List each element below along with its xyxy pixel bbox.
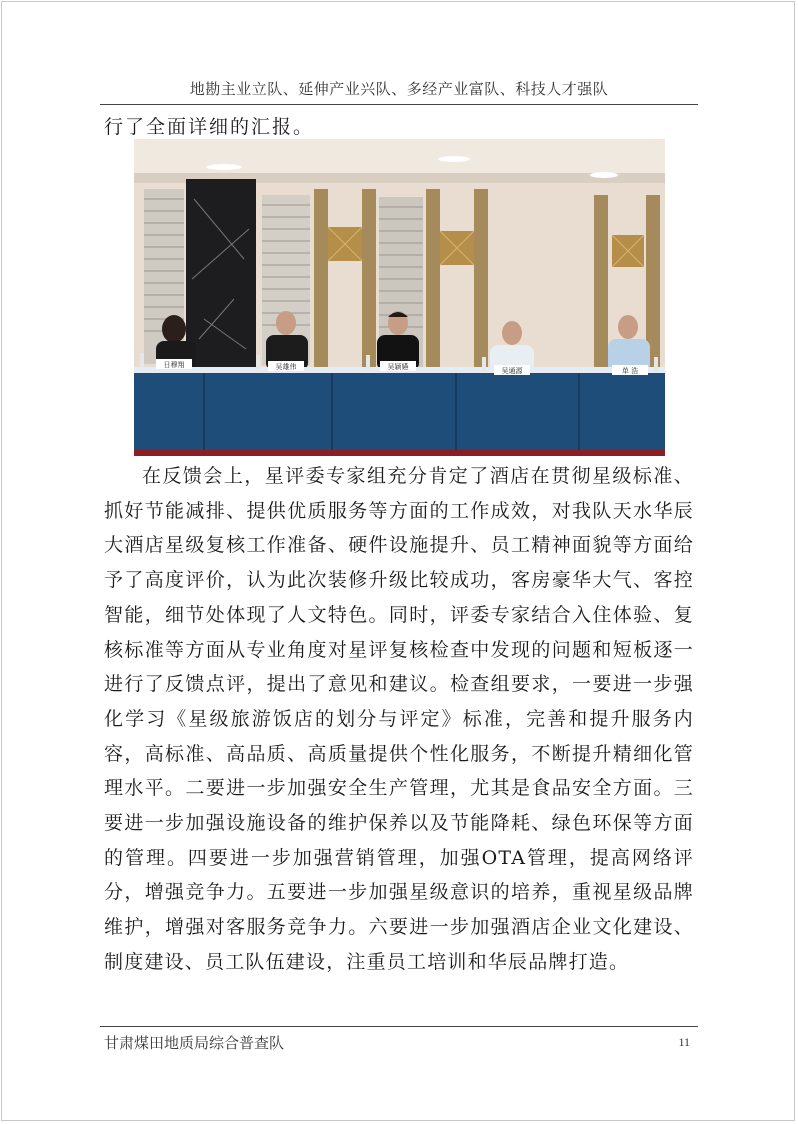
nameplate-1: 日穆翔 bbox=[163, 361, 185, 369]
nameplate-4: 吴通源 bbox=[501, 367, 523, 375]
nameplate-5: 单 浩 bbox=[621, 367, 639, 375]
page-header: 地勘主业立队、延伸产业兴队、多经产业富队、科技人才强队 bbox=[189, 80, 609, 98]
nameplate-3: 吴颖嬿 bbox=[387, 363, 409, 371]
page-number: 11 bbox=[678, 1035, 690, 1049]
header-rule bbox=[100, 104, 698, 105]
meeting-photo-illustration bbox=[134, 139, 665, 456]
lead-line: 行了全面详细的汇报。 bbox=[104, 116, 315, 138]
nameplate-2: 吴雄伟 bbox=[275, 363, 297, 371]
footer-organization: 甘肃煤田地质局综合普查队 bbox=[104, 1034, 285, 1052]
meeting-photo bbox=[134, 139, 665, 456]
footer-rule bbox=[100, 1026, 698, 1027]
body-paragraph: 在反馈会上，星评委专家组充分肯定了酒店在贯彻星级标准、抓好节能减排、提供优质服务等方面的工作成效，对我队天水华辰大酒店星级复核工作准备、硬件设施提升、员工精神面貌等方面给予了高度评价，认为此次装修升级比较成功，客房豪华大气、客控智能，细节处体现了人文特色。同时，评委专家结合入住体验、复核标准等方面从专业角度对星评复核检查中发现的问题和短板逐一进行了反馈点评，提出了意见和建议。检查组要求，一要进一步强化学习《星级旅游饭店的划分与评定》标准，完善和提升服务内容，高标准、高品质、高质量提供个性化服务，不断提升精细化管理水平。二要进一步加强安全生产管理，尤其是食品安全方面。三要进一步加强设施设备的维护保养以及节能降耗、绿色环保等方面的管理。四要进一步加强营销管理，加强OTA管理，提高网络评分，增强竞争力。五要进一步加强星级意识的培养，重视星级品牌维护，增强对客服务竞争力。六要进一步加强酒店企业文化建设、制度建设、员工队伍建设，注重员工培训和华辰品牌打造。 bbox=[104, 465, 694, 973]
